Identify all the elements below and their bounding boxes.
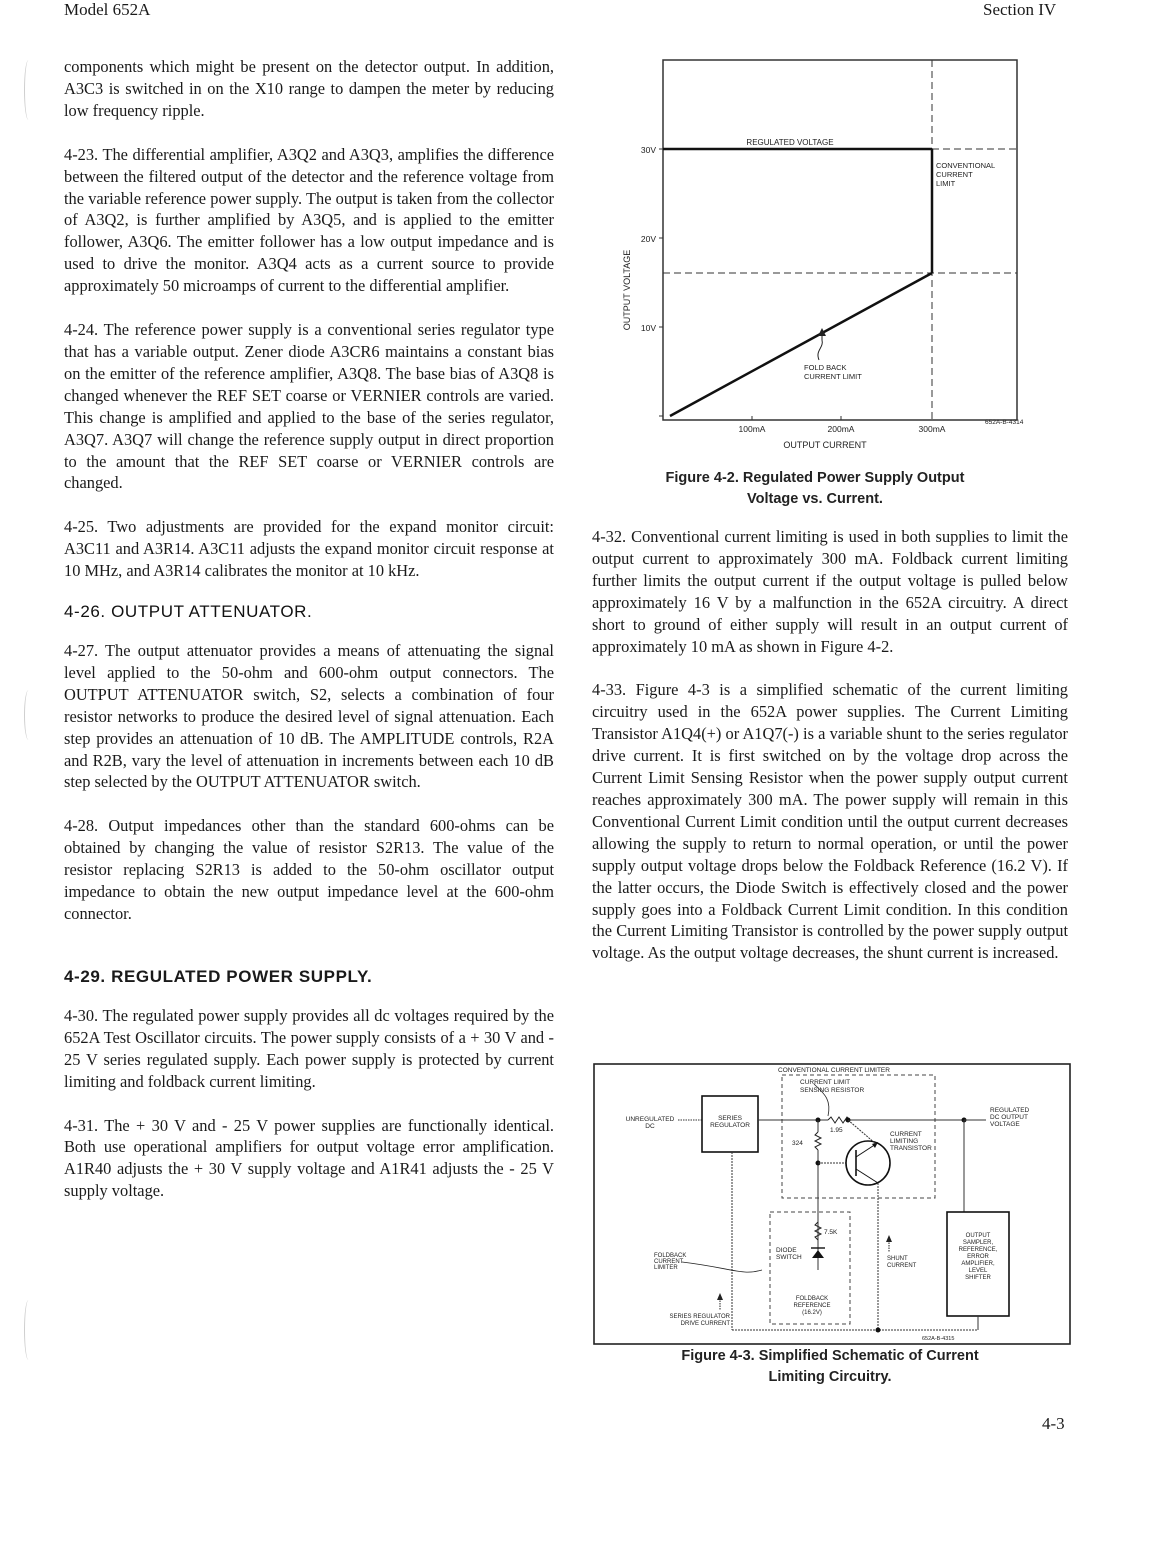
paragraph-4-32: 4-32. Conventional current limiting is used in both supplies to limit the output current to approximately 300 mA. Foldback current limiting further limits the output current if the output voltage is pulled below approximately 16 V by a malfunction in the 652A circuitry. A direct short to ground of either supply will result in an output current of approximately 10 mA as shown in Figure 4-2. [592, 527, 1068, 656]
label-drive-2: DRIVE CURRENT [680, 1321, 730, 1327]
label-foldback-2: CURRENT LIMIT [804, 372, 862, 381]
figure-4-2-caption-line2: Voltage vs. Current. [747, 491, 883, 507]
label-sampler-7: SHIFTER [965, 1275, 991, 1281]
y-tick-20v: 20V [640, 234, 656, 244]
figure-4-2 [590, 50, 1040, 460]
header-section: Section IV [983, 0, 1057, 19]
label-sampler-1: OUTPUT [965, 1233, 991, 1239]
scan-artifact [24, 1300, 33, 1360]
label-foldback-limiter-3: LIMITER [654, 1265, 678, 1271]
x-tick-100ma: 100mA [738, 424, 766, 434]
paragraph-4-27: 4-27. The output attenuator provides a means of attenuating the signal level applied to the 50-ohm and 600-ohm output connectors. The OUTPUT ATTENUATOR switch, S2, selects a combination of four resistor networks to produce the desired level of signal attenuation. Each step provides an attenuation of 10 dB. The AMPLITUDE controls, R2A and R2B, vary the level of attenuation in increments between each 10 dB step selected by the OUTPUT ATTENUATOR switch. [64, 641, 554, 792]
figure-4-3-caption-line1: Figure 4-3. Simplified Schematic of Current [681, 1348, 979, 1364]
label-conventional-3: LIMIT [936, 179, 956, 188]
label-sampler-5: AMPLIFIER, [961, 1261, 995, 1267]
label-conventional-1: CONVENTIONAL [936, 161, 996, 170]
label-series-regulator-1: SERIES [718, 1115, 742, 1122]
paragraph-4-33: 4-33. Figure 4-3 is a simplified schematic of the current limiting circuitry used in the 652A power supplies. The Current Limiting Transistor A1Q4(+) or A1Q7(-) is a variable shunt to the series regulator drive current. It is first switched on by the voltage drop across the Current Limit Sensing Resistor when the power supply output current reaches approximately 300 mA. The power supply will remain in this Conventional Current Limit condition until the output current decreases allowing the supply to return to normal operation, or until the power supply output voltage drops below the Foldback Reference (16.2 V). If the latter occurs, the Diode Switch is effectively closed and the power supply goes into a Foldback Current Limit condition. In this condition the Current Limiting Transistor is controlled by the power supply output voltage. As the output voltage decreases, the shunt current is increased. [592, 680, 1068, 963]
label-drive-1: SERIES REGULATOR [669, 1314, 730, 1320]
label-shunt-2: CURRENT [887, 1263, 917, 1269]
label-foldback-limiter-1: FOLDBACK [654, 1253, 687, 1259]
x-tick-300ma: 300mA [918, 424, 946, 434]
label-regulated-out-3: VOLTAGE [990, 1121, 1020, 1128]
right-column [592, 526, 1068, 964]
figure-4-3 [592, 1062, 1072, 1346]
label-unregulated-1: UNREGULATED [625, 1116, 675, 1123]
paragraph-4-23: 4-23. The differential amplifier, A3Q2 and A3Q3, amplifies the difference between the filtered output of the detector and the reference voltage from the variable reference power supply. The output is taken from the collector of A3Q2, is further amplified by A3Q5, and is applied to the emitter follower, A3Q6. The emitter follower has a low output impedance and is used to drive the monitor. A3Q4 acts as a current source to provide approximately 50 microamps of current to the differential amplifier. [64, 144, 554, 296]
current-limiting-schematic [592, 1062, 1072, 1346]
label-unregulated-2: DC [645, 1123, 655, 1130]
label-sampler-3: REFERENCE, [958, 1247, 998, 1253]
label-foldback-ref-1: FOLDBACK [795, 1296, 829, 1302]
voltage-current-chart [590, 50, 1040, 460]
paragraph-4-31: 4-31. The + 30 V and - 25 V power supplies are functionally identical. Both use operational amplifiers for output voltage error amplification. A1R40 adjusts the + 30 V supply voltage and A1R41 adjusts the - 25 V supply voltage. [64, 1115, 554, 1201]
scan-artifact [24, 60, 33, 120]
label-r-7-5k: 7.5K [824, 1229, 838, 1236]
page-number: 4-3 [1042, 1414, 1065, 1433]
diode-symbol [812, 1250, 824, 1258]
label-sensing-2: SENSING RESISTOR [800, 1087, 865, 1094]
label-sampler-2: SAMPLER, [962, 1240, 994, 1246]
y-tick-10v: 10V [640, 323, 656, 333]
left-column [64, 56, 554, 1202]
label-foldback-ref-3: (16.2V) [802, 1310, 822, 1316]
label-r-sense: 1.95 [830, 1127, 843, 1134]
paragraph-intro: components which might be present on the detector output. In addition, A3C3 is switched in on the X10 range to dampen the meter by reducing low frequency ripple. [64, 57, 554, 120]
paragraph-4-28: 4-28. Output impedances other than the standard 600-ohms can be obtained by changing the value of resistor S2R13. The value of the resistor replacing S2R13 is added to the 50-ohm oscillator output impedance to obtain the new output impedance level at the 600-ohm connector. [64, 816, 554, 923]
label-sampler-4: ERROR [967, 1254, 989, 1260]
label-regulated-out-1: REGULATED [990, 1107, 1030, 1114]
label-diode-2: SWITCH [776, 1254, 802, 1261]
section-heading-4-26: 4-26. OUTPUT ATTENUATOR. [64, 602, 313, 622]
label-conventional-limiter: CONVENTIONAL CURRENT LIMITER [778, 1067, 890, 1074]
figure-4-3-caption [592, 1346, 1068, 1388]
x-axis-title: OUTPUT CURRENT [783, 440, 867, 450]
label-sensing-1: CURRENT LIMIT [800, 1079, 851, 1086]
paragraph-4-25: 4-25. Two adjustments are provided for the expand monitor circuit: A3C11 and A3R14. A3C11 adjusts the expand monitor circuit response at 10 MHz, and A3R14 calibrates the monitor at 10 kHz. [64, 517, 554, 581]
paragraph-4-30: 4-30. The regulated power supply provides all dc voltages required by the 652A Test Oscillator circuits. The power supply consists of a + 30 V and - 25 V series regulated supply. Each power supply is protected by current limiting and foldback current limiting. [64, 1005, 554, 1091]
label-shunt-1: SHUNT [887, 1256, 908, 1262]
label-foldback-ref-2: REFERENCE [793, 1303, 831, 1309]
transistor-symbol [846, 1141, 890, 1185]
x-tick-200ma: 200mA [827, 424, 855, 434]
label-r-324: 324 [792, 1140, 803, 1147]
label-conventional-2: CURRENT [936, 170, 973, 179]
paragraph-4-24: 4-24. The reference power supply is a conventional series regulator type that has a variable output. Zener diode A3CR6 maintains a constant bias on the emitter of the reference amplifier, A3Q8. The base bias of A3Q8 is changed whenever the REF SET coarse or VERNIER controls are varied. This change is amplified and applied to the base of the series regulator, A3Q7. A3Q7 will change the reference supply output in direct proportion to the amount that the REF SET coarse or VERNIER controls are changed. [64, 320, 554, 493]
header-model: Model 652A [64, 0, 151, 19]
label-foldback-limiter-2: CURRENT [654, 1259, 684, 1265]
figure-4-3-caption-line2: Limiting Circuitry. [768, 1369, 892, 1385]
y-axis-title: OUTPUT VOLTAGE [622, 249, 632, 331]
y-tick-30v: 30V [640, 145, 656, 155]
label-sampler-6: LEVEL [968, 1268, 988, 1274]
label-regulated-out-2: DC OUTPUT [990, 1114, 1028, 1121]
label-transistor-1: CURRENT [890, 1131, 922, 1138]
label-series-regulator-2: REGULATOR [710, 1122, 750, 1129]
label-transistor-3: TRANSISTOR [890, 1145, 932, 1152]
label-foldback-1: FOLD BACK [804, 363, 847, 372]
label-transistor-2: LIMITING [890, 1138, 919, 1145]
label-diode-1: DIODE [776, 1247, 797, 1254]
scan-artifact [24, 690, 33, 740]
figure-4-2-caption [590, 468, 1040, 510]
figure-4-2-caption-line1: Figure 4-2. Regulated Power Supply Output [665, 470, 965, 486]
drawing-number: 652A-B-4314 [985, 419, 1024, 426]
label-regulated-voltage: REGULATED VOLTAGE [746, 138, 834, 147]
drawing-number-4-3: 652A-B-4315 [922, 1336, 955, 1342]
section-heading-4-29: 4-29. REGULATED POWER SUPPLY. [64, 966, 373, 986]
